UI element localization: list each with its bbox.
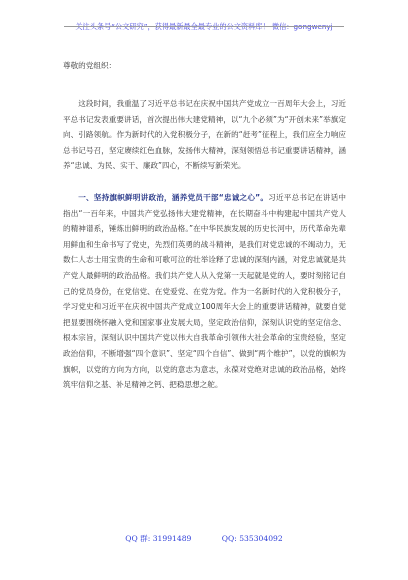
paragraph-intro: 这段时间，我重温了习近平总书记在庆祝中国共产党成立一百周年大会上，习近平总书记发表重要讲话，首次提出伟大建党精神，以“九个必须”为“开创未来”举旗定向、引路领航。作为新时代的入党积极分子，在新的“赶考”征程上，我们应全力响应总书记号召，坚定赓续红色血脉，发扬伟大精神，深刻领悟总书记重要讲话精神，涵养“忠诚、为民、实干、廉政”四心，不断续写新荣光。 xyxy=(63,99,346,171)
document-body xyxy=(63,96,346,393)
header-notice-link[interactable] xyxy=(75,22,332,32)
footer-qq-group: QQ 群: 31991489 xyxy=(125,534,192,543)
page-header xyxy=(48,14,360,33)
header-divider xyxy=(64,26,344,27)
footer-qq: QQ: 535304092 xyxy=(221,534,283,543)
salutation: 尊敬的党组织： xyxy=(63,61,117,70)
paragraph-section-1 xyxy=(63,190,346,393)
section-heading: 一、坚持旗帜鲜明讲政治，涵养党员干部“忠诚之心”。 xyxy=(78,192,269,202)
page-footer xyxy=(0,533,408,544)
section-body: 习近平总书记在讲话中指出“一百年来，中国共产党弘扬伟大建党精神，在长期奋斗中构建起中国共产党人的精神谱系，锤炼出鲜明的政治品格。”在中华民族发展的历史长河中，历代革命先辈用鲜血和生命书写了党史，先烈们英勇的战斗精神，是我们对党忠诚的不竭动力，无数仁人志士用宝贵的生命和可歌可泣的壮举诠释了忠诚的深刻内涵，对党忠诚就是共产党人最鲜明的政治品格。我们共产党人从入党第一天起就是党的人，要时刻铭记自己的党员身份，在党信党、在党爱党、在党为党。作为一名新时代的入党积极分子，学习党史和习近平在庆祝中国共产党成立100周年大会上的重要讲话精神，就要自觉把显要围绕怀融入党和国家事业发展大局，坚定政治信仰，深刻认识党的坚定信念、根本宗旨，深刻认识中国共产党以伟大自我革命引领伟大社会革命的宝贵经验，坚定政治信仰，不断增强“四个意识”、坚定“四个自信”、做到“两个维护”，以党的旗帜为旗帜，以党的方向为方向，以党的意志为意志，永葆对党绝对忠诚的政治品格，始终筑牢信仰之基、补足精神之钙、把稳思想之舵。 xyxy=(63,192,347,390)
